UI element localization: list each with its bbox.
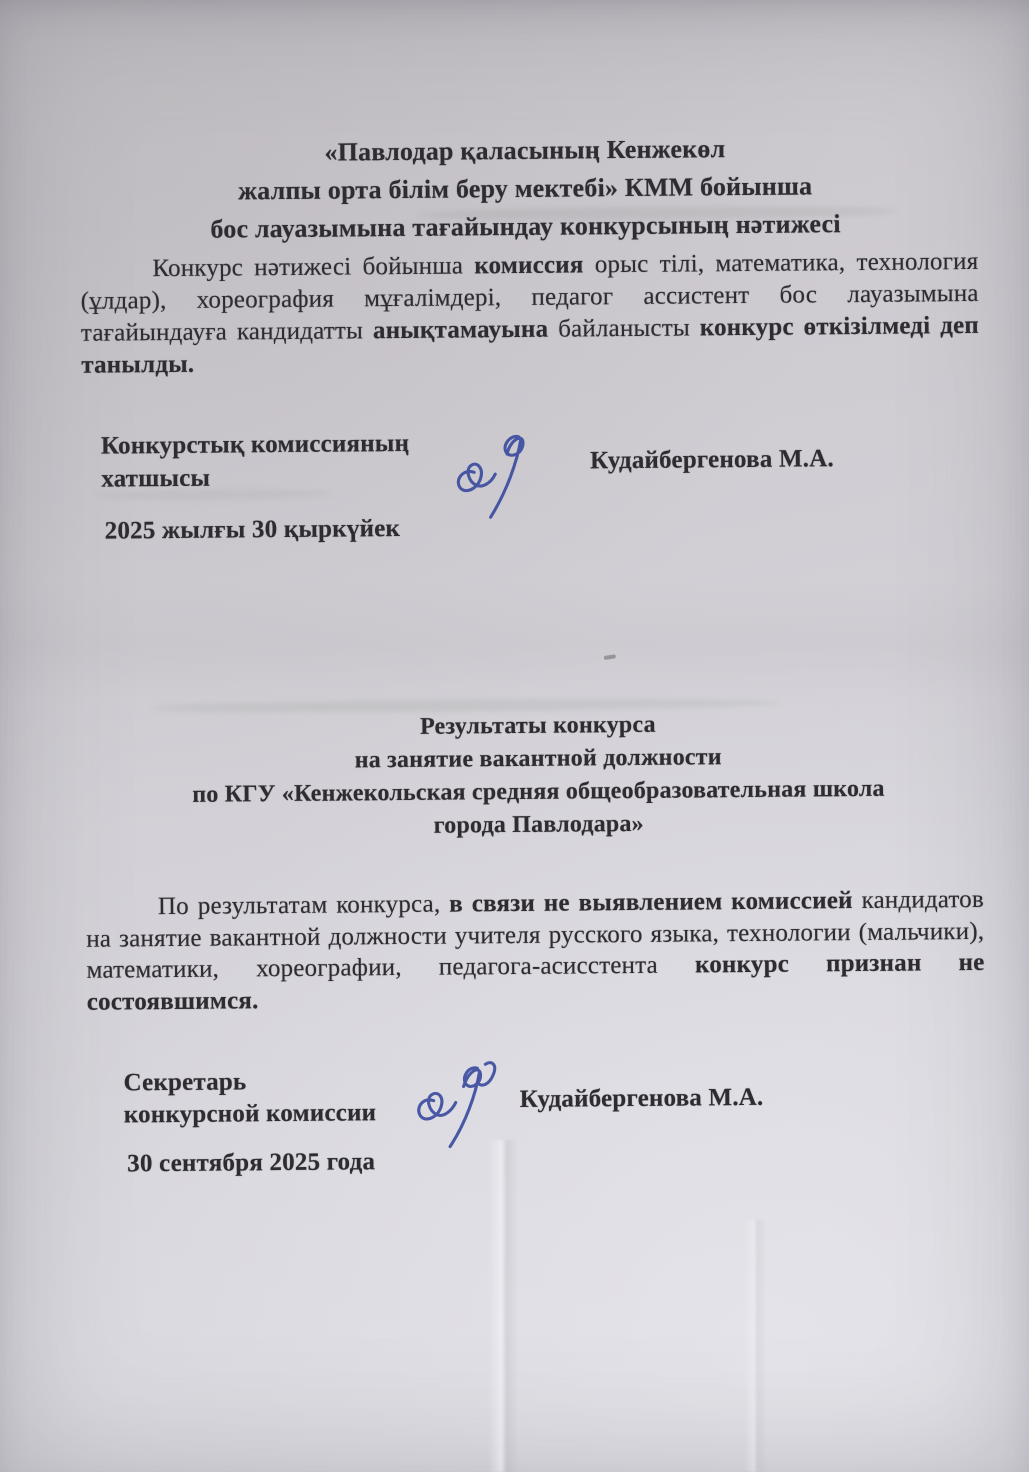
kazakh-title-line-1: «Павлодар қаласының Кенжекөл <box>324 134 726 167</box>
russian-signature-role-line-1: Секретарь <box>123 1068 247 1097</box>
russian-paragraph: По результатам конкурса, в связи не выявлением комиссией кандидатов на занятие вакантной должности учителя русского языка, технологии (мальчики), математики, хореографии, педагога-асисстента конкурс признан не состоявшимся. <box>86 885 985 1016</box>
kazakh-signature-role-line-2: хатшысы <box>101 464 211 493</box>
kazakh-signature-role-line-1: Конкурстық комиссияның <box>100 429 410 460</box>
kazakh-signature-role <box>101 427 410 496</box>
russian-title-line-1: Результаты конкурса <box>419 711 656 740</box>
russian-title-line-4: города Павлодара» <box>433 810 644 839</box>
russian-title-line-3: по КГУ «Кенжекольская средняя общеобразовательная школа <box>192 775 885 808</box>
russian-date: 30 сентября 2025 года <box>127 1148 376 1178</box>
kazakh-date: 2025 жылғы 30 қыркүйек <box>104 514 401 545</box>
ink-speck <box>604 654 616 660</box>
kazakh-paragraph: Конкурс нәтижесі бойынша комиссия орыс тілі, математика, технология (ұлдар), хореография мұғалімдері, педагог ассистент бос лауазымына тағайындауға кандидатты анықтамауына байланысты конкурс өткізілмеді деп танылды. <box>80 247 980 379</box>
kazakh-signatory-name: Кудайбергенова М.А. <box>589 445 834 475</box>
kazakh-title-line-3: бос лауазымына тағайындау конкурсының нәтижесі <box>210 209 841 244</box>
russian-signature-role-line-2: конкурсной комиссии <box>123 1099 377 1129</box>
kazakh-title-line-2: жалпы орта білім беру мектебі» КММ бойынша <box>238 171 813 206</box>
russian-signatory-name: Кудайбергенова М.А. <box>519 1083 764 1113</box>
handwritten-signature-icon <box>405 1050 516 1151</box>
russian-signature-role <box>123 1065 376 1131</box>
kazakh-title <box>25 128 1025 251</box>
russian-title <box>46 706 1029 847</box>
handwritten-signature-icon <box>444 416 555 522</box>
russian-title-line-2: на занятие вакантной должности <box>354 744 722 774</box>
